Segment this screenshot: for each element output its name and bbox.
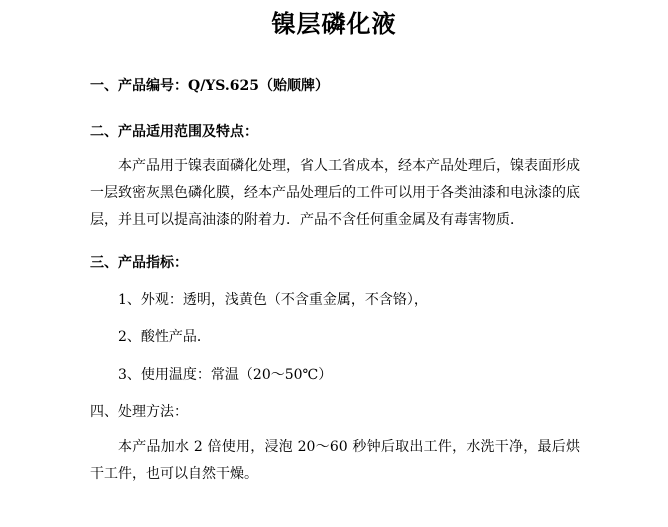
section-heading-product-number: 一、产品编号：Q/YS.625（贻顺牌） — [90, 78, 330, 94]
section-heading-product-specs: 三、产品指标： — [90, 255, 188, 271]
paragraph-scope-features: 本产品用于镍表面磷化处理，省人工省成本，经本产品处理后，镍表面形成一层致密灰黑色磷化膜，经本产品处理后的工件可以用于各类油漆和电泳漆的底层，并且可以提高油漆的附着力．产品不含任何重金属及有毒害物质． — [90, 158, 580, 228]
paragraph-method: 本产品加水 2 倍使用，浸泡 20～60 秒钟后取出工件，水洗干净，最后烘干工件，也可以自然干燥。 — [90, 439, 580, 482]
section-heading-method: 四、处理方法： — [90, 404, 188, 420]
section-heading-scope-features: 二、产品适用范围及特点： — [90, 124, 258, 140]
page-title: 镍层磷化液 — [271, 9, 397, 38]
spec-item-appearance: 1、外观：透明，浅黄色（不含重金属，不含铬）， — [118, 292, 428, 308]
spec-item-acidity: 2、酸性产品． — [118, 329, 211, 345]
spec-item-temperature: 3、使用温度：常温（20～50℃） — [118, 367, 333, 383]
